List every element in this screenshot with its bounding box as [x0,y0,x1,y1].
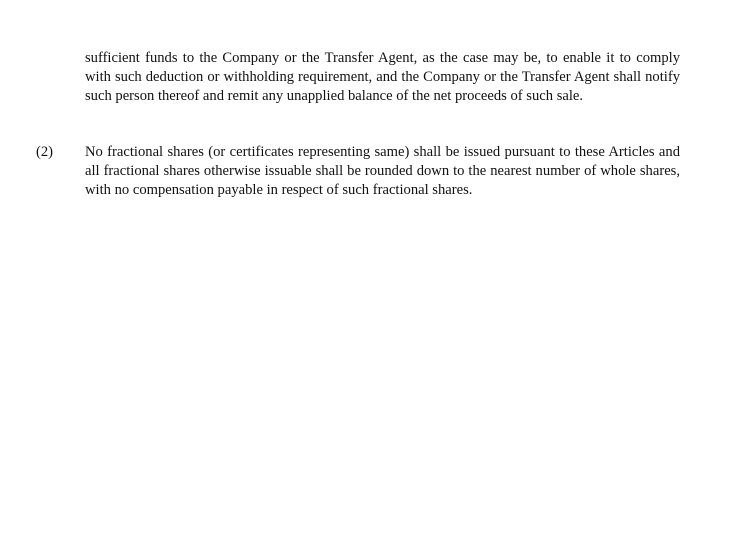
clause-number: (2) [36,144,54,160]
continued-paragraph: sufficient funds to the Company or the Transfer Agent, as the case may be, to enable it to comply with such deduction or withholding requirement, and the Company or the Transfer Agent shall notify such person thereof and remit any unapplied balance of the net proceeds of such sale. [85,50,680,104]
clause-text: No fractional shares (or certificates representing same) shall be issued pursuant to these Articles and all fractional shares otherwise issuable shall be rounded down to the nearest number of whole shares, with no compensation payable in respect of such fractional shares. [85,144,680,198]
